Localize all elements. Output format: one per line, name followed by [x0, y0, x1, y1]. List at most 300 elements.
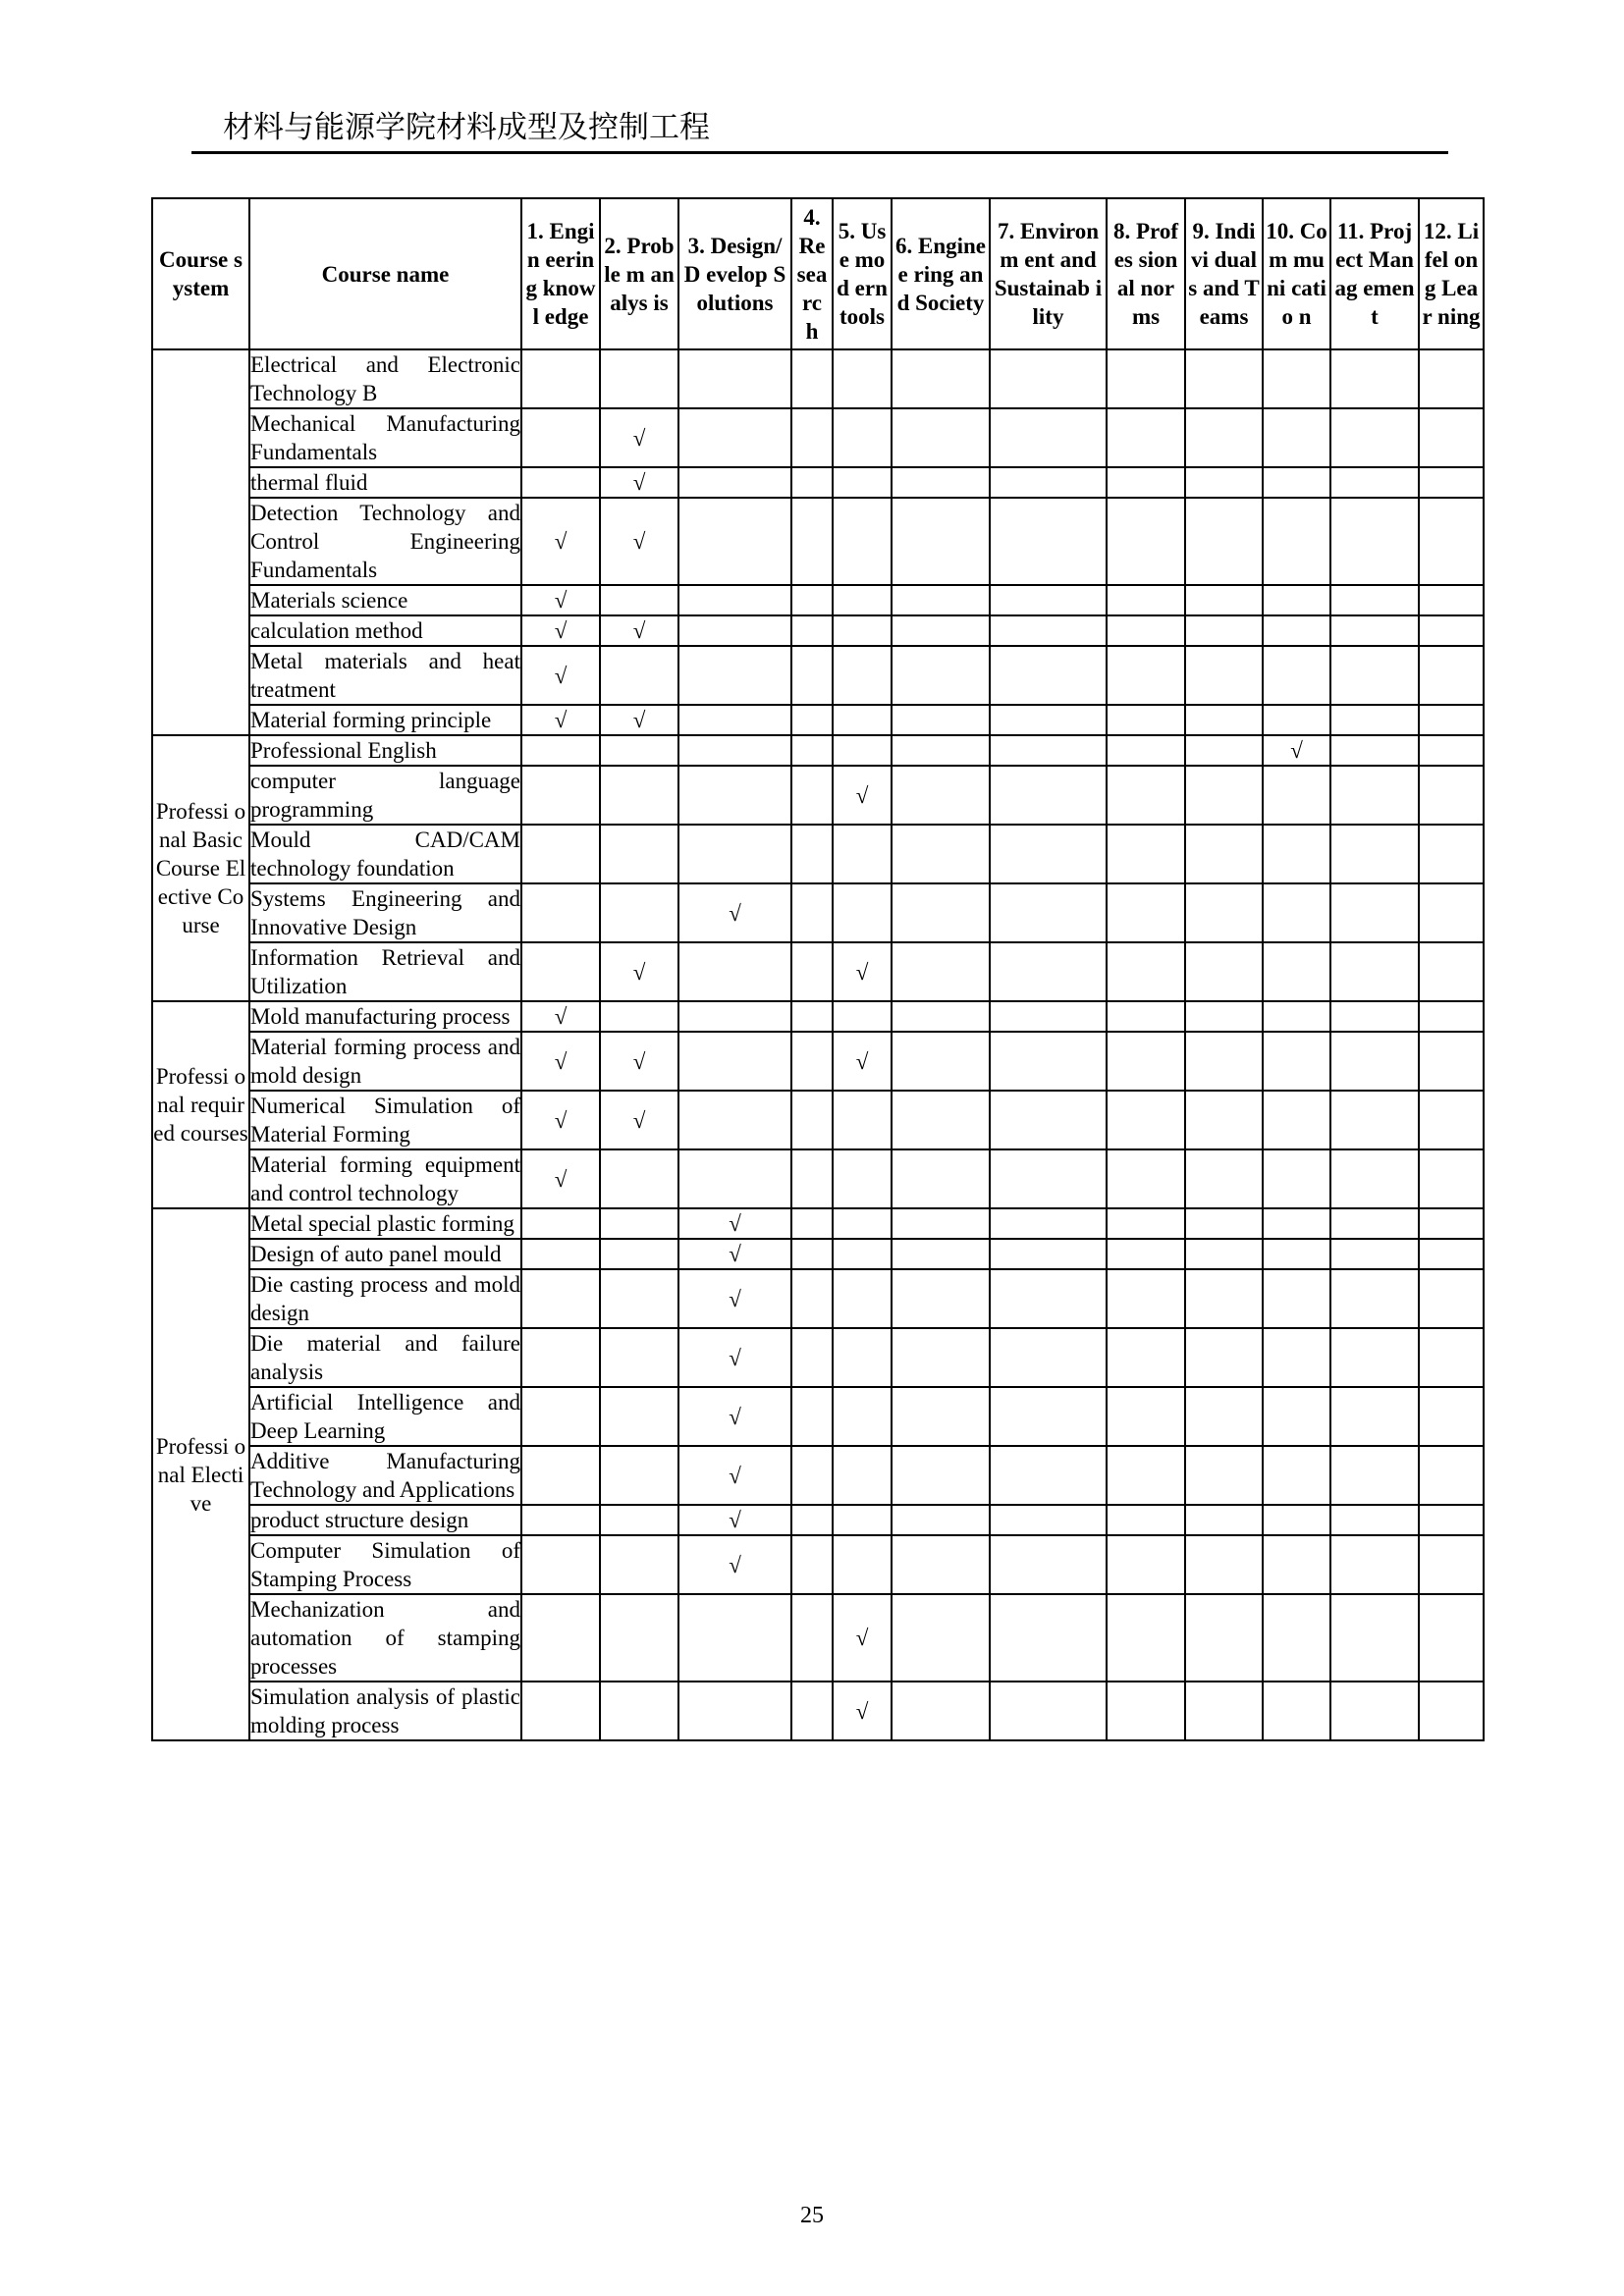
course-name-cell: Electrical and Electronic Technology B: [249, 349, 521, 408]
empty-cell: [892, 1208, 990, 1239]
checkmark-cell: [1263, 735, 1330, 766]
empty-cell: [1185, 1032, 1263, 1091]
empty-cell: [1107, 1594, 1185, 1682]
empty-cell: [678, 498, 791, 585]
empty-cell: [1330, 1239, 1419, 1269]
empty-cell: [990, 585, 1107, 615]
empty-cell: [990, 766, 1107, 825]
empty-cell: [1419, 646, 1484, 705]
empty-cell: [1330, 1091, 1419, 1149]
empty-cell: [1107, 646, 1185, 705]
course-name-cell: Material forming process and mold design: [249, 1032, 521, 1091]
checkmark-icon: √: [729, 1286, 741, 1311]
empty-cell: [791, 705, 833, 735]
empty-cell: [678, 1682, 791, 1740]
empty-cell: [990, 1682, 1107, 1740]
empty-cell: [600, 1594, 678, 1682]
header-outcome: 10. Com muni catio n: [1263, 198, 1330, 349]
empty-cell: [990, 1208, 1107, 1239]
checkmark-icon: √: [855, 1048, 869, 1074]
empty-cell: [791, 1328, 833, 1387]
header-outcome: 6. Enginee ring and Society: [892, 198, 990, 349]
empty-cell: [990, 1535, 1107, 1594]
empty-cell: [1419, 705, 1484, 735]
empty-cell: [1419, 1682, 1484, 1740]
checkmark-icon: √: [855, 1626, 869, 1650]
empty-cell: [892, 1387, 990, 1446]
empty-cell: [833, 349, 892, 408]
empty-cell: [1263, 766, 1330, 825]
course-name-cell: Artificial Intelligence and Deep Learning: [249, 1387, 521, 1446]
empty-cell: [600, 1505, 678, 1535]
empty-cell: [1330, 498, 1419, 585]
empty-cell: [600, 1535, 678, 1594]
empty-cell: [892, 1269, 990, 1328]
empty-cell: [791, 735, 833, 766]
empty-cell: [791, 1387, 833, 1446]
empty-cell: [990, 615, 1107, 646]
empty-cell: [1263, 1446, 1330, 1505]
empty-cell: [1263, 1208, 1330, 1239]
checkmark-cell: [521, 705, 600, 735]
header-outcome: 7. Environm ent and Sustainab ility: [990, 198, 1107, 349]
empty-cell: [1263, 646, 1330, 705]
empty-cell: [1263, 1032, 1330, 1091]
empty-cell: [1185, 349, 1263, 408]
empty-cell: [1107, 1328, 1185, 1387]
checkmark-icon: √: [554, 1166, 568, 1192]
table-row: [152, 1387, 1484, 1446]
course-name-cell: Materials science: [249, 585, 521, 615]
empty-cell: [1107, 498, 1185, 585]
empty-cell: [1185, 705, 1263, 735]
empty-cell: [892, 467, 990, 498]
empty-cell: [1330, 1682, 1419, 1740]
empty-cell: [1185, 646, 1263, 705]
course-name-cell: Design of auto panel mould: [249, 1239, 521, 1269]
table-row: [152, 1032, 1484, 1091]
empty-cell: [1263, 1505, 1330, 1535]
empty-cell: [1185, 498, 1263, 585]
empty-cell: [521, 1269, 600, 1328]
checkmark-cell: [600, 1091, 678, 1149]
empty-cell: [600, 585, 678, 615]
empty-cell: [1107, 1682, 1185, 1740]
empty-cell: [990, 1091, 1107, 1149]
course-name-cell: Additive Manufacturing Technology and Applications: [249, 1446, 521, 1505]
course-name-cell: Material forming equipment and control technology: [249, 1149, 521, 1208]
empty-cell: [1107, 408, 1185, 467]
checkmark-cell: [521, 585, 600, 615]
empty-cell: [1263, 705, 1330, 735]
empty-cell: [791, 1208, 833, 1239]
course-system-cell: Professi onal Elective: [152, 1208, 249, 1740]
empty-cell: [833, 615, 892, 646]
course-outcome-matrix: [151, 197, 1485, 1741]
empty-cell: [1330, 1269, 1419, 1328]
course-name-cell: calculation method: [249, 615, 521, 646]
empty-cell: [892, 408, 990, 467]
empty-cell: [833, 1535, 892, 1594]
empty-cell: [990, 467, 1107, 498]
empty-cell: [1263, 349, 1330, 408]
empty-cell: [833, 883, 892, 942]
table-row: [152, 735, 1484, 766]
empty-cell: [678, 585, 791, 615]
table-row: [152, 1594, 1484, 1682]
empty-cell: [791, 825, 833, 883]
empty-cell: [791, 1269, 833, 1328]
empty-cell: [521, 766, 600, 825]
course-name-cell: Mould CAD/CAM technology foundation: [249, 825, 521, 883]
empty-cell: [1330, 705, 1419, 735]
table-row: [152, 705, 1484, 735]
empty-cell: [1330, 1446, 1419, 1505]
checkmark-cell: [521, 498, 600, 585]
empty-cell: [600, 349, 678, 408]
checkmark-cell: [833, 1594, 892, 1682]
empty-cell: [990, 1149, 1107, 1208]
empty-cell: [1107, 1091, 1185, 1149]
checkmark-cell: [600, 498, 678, 585]
empty-cell: [1185, 1594, 1263, 1682]
empty-cell: [791, 766, 833, 825]
empty-cell: [833, 646, 892, 705]
empty-cell: [1263, 1001, 1330, 1032]
empty-cell: [1330, 1594, 1419, 1682]
empty-cell: [791, 1505, 833, 1535]
empty-cell: [1330, 942, 1419, 1001]
empty-cell: [833, 498, 892, 585]
course-name-cell: product structure design: [249, 1505, 521, 1535]
empty-cell: [791, 1032, 833, 1091]
checkmark-cell: [521, 1149, 600, 1208]
empty-cell: [990, 1505, 1107, 1535]
checkmark-icon: √: [632, 618, 646, 643]
empty-cell: [1185, 942, 1263, 1001]
empty-cell: [1107, 1239, 1185, 1269]
empty-cell: [892, 1149, 990, 1208]
empty-cell: [1185, 1387, 1263, 1446]
empty-cell: [1263, 825, 1330, 883]
checkmark-icon: √: [729, 1242, 741, 1266]
checkmark-cell: [678, 1505, 791, 1535]
empty-cell: [833, 1505, 892, 1535]
empty-cell: [990, 1387, 1107, 1446]
empty-cell: [1330, 615, 1419, 646]
empty-cell: [1107, 1505, 1185, 1535]
table-row: [152, 942, 1484, 1001]
empty-cell: [1263, 1594, 1330, 1682]
empty-cell: [1107, 1032, 1185, 1091]
empty-cell: [833, 705, 892, 735]
empty-cell: [678, 349, 791, 408]
checkmark-cell: [833, 1682, 892, 1740]
empty-cell: [1185, 883, 1263, 942]
checkmark-cell: [600, 1032, 678, 1091]
table-row: [152, 467, 1484, 498]
checkmark-cell: [678, 1446, 791, 1505]
course-name-cell: Metal special plastic forming: [249, 1208, 521, 1239]
course-name-cell: Information Retrieval and Utilization: [249, 942, 521, 1001]
course-name-cell: Mold manufacturing process: [249, 1001, 521, 1032]
empty-cell: [791, 883, 833, 942]
empty-cell: [1330, 585, 1419, 615]
empty-cell: [1263, 1091, 1330, 1149]
checkmark-icon: √: [729, 1552, 741, 1577]
empty-cell: [1419, 498, 1484, 585]
empty-cell: [892, 498, 990, 585]
empty-cell: [600, 1387, 678, 1446]
empty-cell: [833, 1001, 892, 1032]
course-name-cell: Material forming principle: [249, 705, 521, 735]
empty-cell: [1185, 1091, 1263, 1149]
checkmark-cell: [678, 1269, 791, 1328]
table-row: [152, 825, 1484, 883]
empty-cell: [1263, 585, 1330, 615]
empty-cell: [990, 942, 1107, 1001]
empty-cell: [1419, 467, 1484, 498]
empty-cell: [678, 825, 791, 883]
empty-cell: [1419, 883, 1484, 942]
empty-cell: [600, 1269, 678, 1328]
checkmark-icon: √: [729, 1508, 741, 1532]
empty-cell: [600, 766, 678, 825]
table-row: [152, 1328, 1484, 1387]
empty-cell: [791, 1682, 833, 1740]
empty-cell: [521, 408, 600, 467]
table-row: [152, 1446, 1484, 1505]
empty-cell: [1185, 408, 1263, 467]
empty-cell: [1107, 1149, 1185, 1208]
empty-cell: [600, 1682, 678, 1740]
empty-cell: [892, 1032, 990, 1091]
empty-cell: [600, 883, 678, 942]
checkmark-cell: [678, 1239, 791, 1269]
checkmark-icon: √: [1290, 738, 1303, 763]
empty-cell: [833, 1387, 892, 1446]
empty-cell: [892, 1505, 990, 1535]
empty-cell: [1330, 1149, 1419, 1208]
empty-cell: [990, 825, 1107, 883]
empty-cell: [600, 1149, 678, 1208]
empty-cell: [990, 349, 1107, 408]
checkmark-icon: √: [729, 900, 741, 926]
checkmark-icon: √: [632, 1107, 646, 1133]
empty-cell: [1185, 1505, 1263, 1535]
course-name-cell: Simulation analysis of plastic molding process: [249, 1682, 521, 1740]
empty-cell: [833, 1239, 892, 1269]
course-name-cell: Metal materials and heat treatment: [249, 646, 521, 705]
checkmark-cell: [678, 1208, 791, 1239]
empty-cell: [833, 408, 892, 467]
empty-cell: [521, 1505, 600, 1535]
empty-cell: [678, 1149, 791, 1208]
header-course-system: Course system: [152, 198, 249, 349]
header-outcome: 9. Indivi duals and Teams: [1185, 198, 1263, 349]
checkmark-icon: √: [632, 470, 646, 495]
header-outcome: 4. Re sea rc h: [791, 198, 833, 349]
empty-cell: [833, 585, 892, 615]
checkmark-icon: √: [554, 708, 568, 732]
table-row: [152, 1001, 1484, 1032]
empty-cell: [1107, 1446, 1185, 1505]
empty-cell: [1107, 942, 1185, 1001]
empty-cell: [600, 735, 678, 766]
course-name-cell: Mechanical Manufacturing Fundamentals: [249, 408, 521, 467]
empty-cell: [521, 1387, 600, 1446]
empty-cell: [1330, 825, 1419, 883]
empty-cell: [1263, 498, 1330, 585]
checkmark-icon: √: [554, 1004, 568, 1029]
empty-cell: [1107, 825, 1185, 883]
page-header: [191, 108, 1448, 154]
empty-cell: [791, 942, 833, 1001]
empty-cell: [521, 883, 600, 942]
empty-cell: [1419, 1239, 1484, 1269]
empty-cell: [990, 408, 1107, 467]
empty-cell: [791, 498, 833, 585]
empty-cell: [833, 1091, 892, 1149]
empty-cell: [1107, 1208, 1185, 1239]
empty-cell: [1185, 1001, 1263, 1032]
empty-cell: [1185, 1239, 1263, 1269]
empty-cell: [1419, 615, 1484, 646]
checkmark-icon: √: [729, 1345, 741, 1370]
course-name-cell: Numerical Simulation of Material Forming: [249, 1091, 521, 1149]
checkmark-cell: [833, 942, 892, 1001]
empty-cell: [1263, 1149, 1330, 1208]
empty-cell: [791, 646, 833, 705]
checkmark-icon: √: [554, 663, 568, 688]
empty-cell: [892, 1682, 990, 1740]
empty-cell: [678, 1032, 791, 1091]
empty-cell: [600, 1001, 678, 1032]
header-course-name: Course name: [249, 198, 521, 349]
table-row: [152, 585, 1484, 615]
empty-cell: [892, 1239, 990, 1269]
empty-cell: [1185, 1535, 1263, 1594]
empty-cell: [1107, 1535, 1185, 1594]
empty-cell: [521, 735, 600, 766]
empty-cell: [1419, 1032, 1484, 1091]
empty-cell: [1330, 766, 1419, 825]
empty-cell: [1330, 735, 1419, 766]
empty-cell: [833, 1328, 892, 1387]
checkmark-cell: [521, 1032, 600, 1091]
empty-cell: [990, 1446, 1107, 1505]
empty-cell: [1185, 1269, 1263, 1328]
checkmark-icon: √: [632, 959, 646, 985]
empty-cell: [892, 646, 990, 705]
empty-cell: [678, 467, 791, 498]
checkmark-cell: [600, 467, 678, 498]
checkmark-cell: [521, 1001, 600, 1032]
checkmark-icon: √: [554, 529, 568, 554]
empty-cell: [1107, 585, 1185, 615]
checkmark-icon: √: [729, 1463, 741, 1488]
course-name-cell: Die material and failure analysis: [249, 1328, 521, 1387]
empty-cell: [1419, 408, 1484, 467]
empty-cell: [990, 498, 1107, 585]
empty-cell: [1263, 1328, 1330, 1387]
checkmark-cell: [600, 615, 678, 646]
checkmark-icon: √: [632, 425, 646, 451]
checkmark-cell: [833, 1032, 892, 1091]
empty-cell: [1419, 1149, 1484, 1208]
checkmark-cell: [600, 408, 678, 467]
empty-cell: [600, 1239, 678, 1269]
empty-cell: [1330, 1535, 1419, 1594]
empty-cell: [1330, 1001, 1419, 1032]
empty-cell: [1263, 1239, 1330, 1269]
empty-cell: [1419, 1001, 1484, 1032]
table-row: [152, 1208, 1484, 1239]
empty-cell: [678, 408, 791, 467]
page-number: 25: [800, 2203, 824, 2228]
empty-cell: [892, 1446, 990, 1505]
empty-cell: [990, 646, 1107, 705]
checkmark-icon: √: [554, 1107, 568, 1133]
checkmark-icon: √: [632, 1048, 646, 1074]
empty-cell: [791, 1535, 833, 1594]
course-name-cell: Mechanization and automation of stamping processes: [249, 1594, 521, 1682]
empty-cell: [600, 1328, 678, 1387]
checkmark-cell: [600, 705, 678, 735]
empty-cell: [791, 585, 833, 615]
empty-cell: [1419, 1505, 1484, 1535]
course-name-cell: thermal fluid: [249, 467, 521, 498]
empty-cell: [1419, 1328, 1484, 1387]
empty-cell: [892, 349, 990, 408]
empty-cell: [1107, 705, 1185, 735]
checkmark-cell: [833, 766, 892, 825]
empty-cell: [1185, 585, 1263, 615]
empty-cell: [521, 1239, 600, 1269]
empty-cell: [678, 1001, 791, 1032]
empty-cell: [892, 1091, 990, 1149]
empty-cell: [892, 585, 990, 615]
course-name-cell: Computer Simulation of Stamping Process: [249, 1535, 521, 1594]
table-row: [152, 1505, 1484, 1535]
table-row: [152, 646, 1484, 705]
empty-cell: [791, 615, 833, 646]
header-row: [152, 198, 1484, 349]
empty-cell: [990, 1239, 1107, 1269]
empty-cell: [678, 942, 791, 1001]
checkmark-cell: [678, 1387, 791, 1446]
table-row: [152, 615, 1484, 646]
checkmark-cell: [521, 615, 600, 646]
header-outcome: 5. Use mod ern tools: [833, 198, 892, 349]
checkmark-icon: √: [554, 1048, 568, 1074]
empty-cell: [521, 1594, 600, 1682]
empty-cell: [1107, 467, 1185, 498]
empty-cell: [990, 1001, 1107, 1032]
table-row: [152, 408, 1484, 467]
empty-cell: [1185, 825, 1263, 883]
empty-cell: [1263, 615, 1330, 646]
empty-cell: [1107, 349, 1185, 408]
empty-cell: [1419, 735, 1484, 766]
empty-cell: [791, 1091, 833, 1149]
empty-cell: [892, 1535, 990, 1594]
empty-cell: [1419, 1387, 1484, 1446]
empty-cell: [1263, 467, 1330, 498]
course-system-cell: Professi onal Basic Course Elective Course: [152, 735, 249, 1001]
empty-cell: [1330, 408, 1419, 467]
empty-cell: [892, 1328, 990, 1387]
